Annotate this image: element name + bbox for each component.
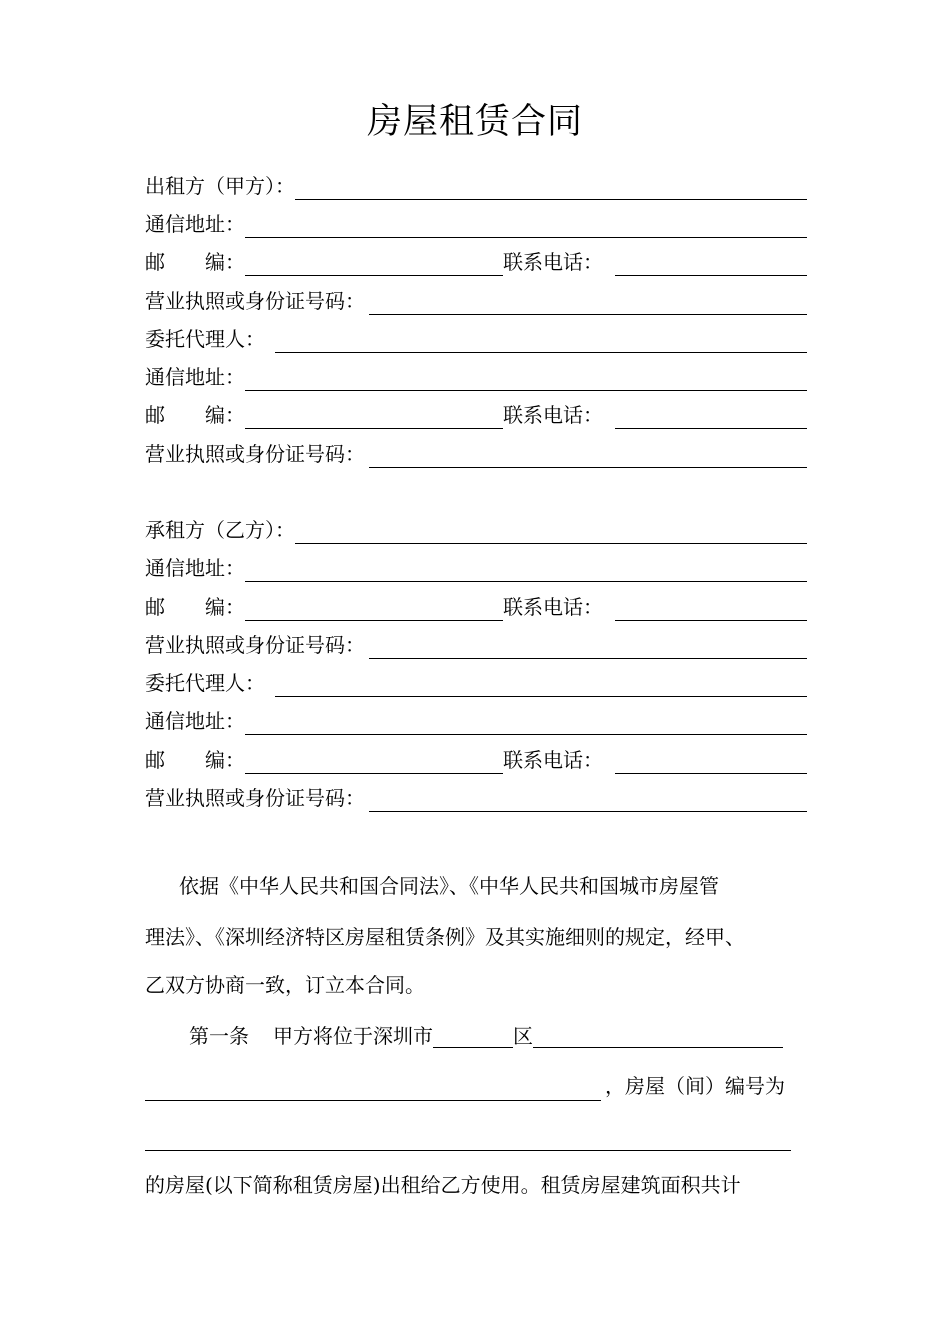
city-district-field[interactable] <box>433 1025 513 1048</box>
address-continuation-field[interactable] <box>145 1100 601 1101</box>
lessor-postcode-label: 邮 编： <box>145 250 245 274</box>
lessee-address-row <box>145 552 807 582</box>
article-1-line-1 <box>189 1024 807 1048</box>
lessee-agent-phone-label: 联系电话： <box>503 748 603 772</box>
lessor-postcode-row <box>145 246 807 276</box>
lessor-address-row <box>145 208 807 238</box>
lessee-agent-address-label: 通信地址： <box>145 709 245 733</box>
preamble-line-3: 乙双方协商一致，订立本合同。 <box>145 973 425 997</box>
preamble-line-2: 理法》、《深圳经济特区房屋租赁条例》及其实施细则的规定，经甲、 <box>145 925 745 949</box>
lessee-license-label: 营业执照或身份证号码： <box>145 633 365 657</box>
lessee-party-row <box>145 514 807 544</box>
street-address-field[interactable] <box>533 1025 783 1048</box>
lessee-agent-label: 委托代理人： <box>145 671 265 695</box>
lessor-agent-license-row <box>145 438 807 468</box>
lessor-license-row <box>145 285 807 315</box>
lessee-agent-license-label: 营业执照或身份证号码： <box>145 786 365 810</box>
lessee-agent-field[interactable] <box>275 672 807 697</box>
article-1-heading: 第一条 <box>189 1024 249 1048</box>
district-label: 区 <box>513 1024 533 1048</box>
lessor-agent-license-label: 营业执照或身份证号码： <box>145 442 365 466</box>
lessor-agent-postcode-label: 邮 编： <box>145 403 245 427</box>
lessor-agent-postcode-field[interactable] <box>245 404 503 429</box>
lessee-address-field[interactable] <box>245 557 807 582</box>
page-title: 房屋租赁合同 <box>366 102 583 142</box>
preamble-line-1: 依据《中华人民共和国合同法》、《中华人民共和国城市房屋管 <box>179 874 719 898</box>
lessee-agent-postcode-row <box>145 744 807 774</box>
lessee-agent-postcode-field[interactable] <box>245 749 503 774</box>
lessee-phone-label: 联系电话： <box>503 595 603 619</box>
lessor-postcode-field[interactable] <box>245 251 503 276</box>
room-number-label: ，房屋（间）编号为 <box>605 1074 785 1098</box>
lessor-license-label: 营业执照或身份证号码： <box>145 289 365 313</box>
lessee-agent-phone-field[interactable] <box>615 749 807 774</box>
lessee-license-row <box>145 629 807 659</box>
lessor-agent-address-field[interactable] <box>245 366 807 391</box>
lessor-agent-postcode-row <box>145 399 807 429</box>
lessee-postcode-field[interactable] <box>245 596 503 621</box>
lessee-party-label: 承租方（乙方）： <box>145 518 295 542</box>
lessee-address-label: 通信地址： <box>145 556 245 580</box>
lessor-agent-phone-field[interactable] <box>615 404 807 429</box>
article-1-text-a: 甲方将位于深圳市 <box>273 1024 433 1048</box>
lessee-agent-license-row <box>145 782 807 812</box>
lessor-address-field[interactable] <box>245 213 807 238</box>
article-1-line-4: 的房屋(以下简称租赁房屋)出租给乙方使用。租赁房屋建筑面积共计 <box>145 1173 741 1197</box>
lessor-agent-license-field[interactable] <box>369 443 807 468</box>
lessee-party-field[interactable] <box>295 519 807 544</box>
lessee-agent-address-row <box>145 705 807 735</box>
lessor-phone-field[interactable] <box>615 251 807 276</box>
lessee-postcode-label: 邮 编： <box>145 595 245 619</box>
lessee-agent-row <box>145 667 807 697</box>
lessor-agent-address-label: 通信地址： <box>145 365 245 389</box>
lessor-license-field[interactable] <box>369 290 807 315</box>
lessee-agent-address-field[interactable] <box>245 710 807 735</box>
lessor-agent-field[interactable] <box>275 328 807 353</box>
lessor-agent-address-row <box>145 361 807 391</box>
lessor-agent-phone-label: 联系电话： <box>503 403 603 427</box>
lessor-phone-label: 联系电话： <box>503 250 603 274</box>
lessor-party-field[interactable] <box>295 175 807 200</box>
room-number-field[interactable] <box>145 1150 791 1151</box>
lessee-agent-postcode-label: 邮 编： <box>145 748 245 772</box>
lessor-agent-label: 委托代理人： <box>145 327 265 351</box>
lessor-agent-row <box>145 323 807 353</box>
lessee-phone-field[interactable] <box>615 596 807 621</box>
lessor-address-label: 通信地址： <box>145 212 245 236</box>
lessee-license-field[interactable] <box>369 634 807 659</box>
lessor-party-row <box>145 170 807 200</box>
lessor-party-label: 出租方（甲方）： <box>145 174 295 198</box>
lessee-agent-license-field[interactable] <box>369 787 807 812</box>
lessee-postcode-row <box>145 591 807 621</box>
